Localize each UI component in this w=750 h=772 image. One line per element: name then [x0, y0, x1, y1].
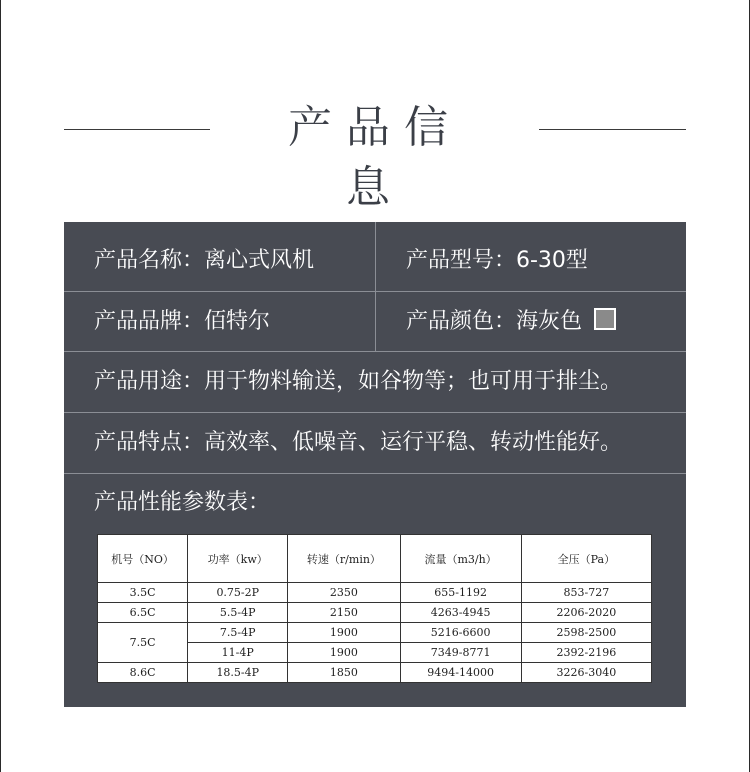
header-flow: 流量（m3/h）: [400, 535, 521, 583]
product-usage: 产品用途：用于物料输送，如谷物等；也可用于排尘。: [94, 369, 623, 394]
cell-speed: 1850: [288, 663, 400, 683]
cell-no: 7.5C: [98, 623, 188, 663]
title-rule-right: [539, 129, 686, 130]
table-row: [98, 583, 652, 603]
cell-no: 6.5C: [98, 603, 188, 623]
product-info-panel: [64, 222, 686, 707]
cell-power: 0.75-2P: [188, 583, 288, 603]
product-model: 产品型号：6-30型: [406, 248, 588, 273]
header-pressure: 全压（Pa）: [521, 535, 651, 583]
page-title: 产品信息: [288, 102, 462, 213]
table-row: [98, 663, 652, 683]
cell-speed: 2350: [288, 583, 400, 603]
cell-flow: 655-1192: [400, 583, 521, 603]
product-features: 产品特点：高效率、低噪音、运行平稳、转动性能好。: [94, 430, 623, 455]
title-rule-left: [64, 129, 210, 130]
header-power: 功率（kw）: [188, 535, 288, 583]
product-color-wrap: [406, 307, 616, 337]
cell-pressure: 2598-2500: [521, 623, 651, 643]
cell-flow: 4263-4945: [400, 603, 521, 623]
cell-pressure: 2392-2196: [521, 643, 651, 663]
cell-flow: 7349-8771: [400, 643, 521, 663]
cell-flow: 5216-6600: [400, 623, 521, 643]
cell-no: 3.5C: [98, 583, 188, 603]
performance-table: [97, 534, 652, 683]
cell-pressure: 853-727: [521, 583, 651, 603]
cell-power: 11-4P: [188, 643, 288, 663]
header-speed: 转速（r/min）: [288, 535, 400, 583]
performance-table-label: 产品性能参数表：: [94, 490, 271, 515]
product-name: 产品名称：离心式风机: [94, 248, 315, 273]
cell-speed: 2150: [288, 603, 400, 623]
table-header-row: [98, 535, 652, 583]
product-brand: 产品品牌：佰特尔: [94, 309, 271, 334]
cell-pressure: 3226-3040: [521, 663, 651, 683]
info-row-4: [64, 413, 686, 474]
title-section: [64, 98, 686, 213]
product-color: 产品颜色：海灰色: [406, 309, 583, 334]
header-no: 机号（NO）: [98, 535, 188, 583]
cell-no: 8.6C: [98, 663, 188, 683]
table-row: [98, 603, 652, 623]
table-row: [98, 623, 652, 643]
cell-speed: 1900: [288, 643, 400, 663]
column-divider: [375, 222, 376, 352]
cell-power: 18.5-4P: [188, 663, 288, 683]
color-swatch: [594, 308, 616, 330]
cell-power: 7.5-4P: [188, 623, 288, 643]
info-row-3: [64, 352, 686, 413]
cell-speed: 1900: [288, 623, 400, 643]
left-border: [0, 0, 1, 772]
cell-flow: 9494-14000: [400, 663, 521, 683]
cell-power: 5.5-4P: [188, 603, 288, 623]
cell-pressure: 2206-2020: [521, 603, 651, 623]
